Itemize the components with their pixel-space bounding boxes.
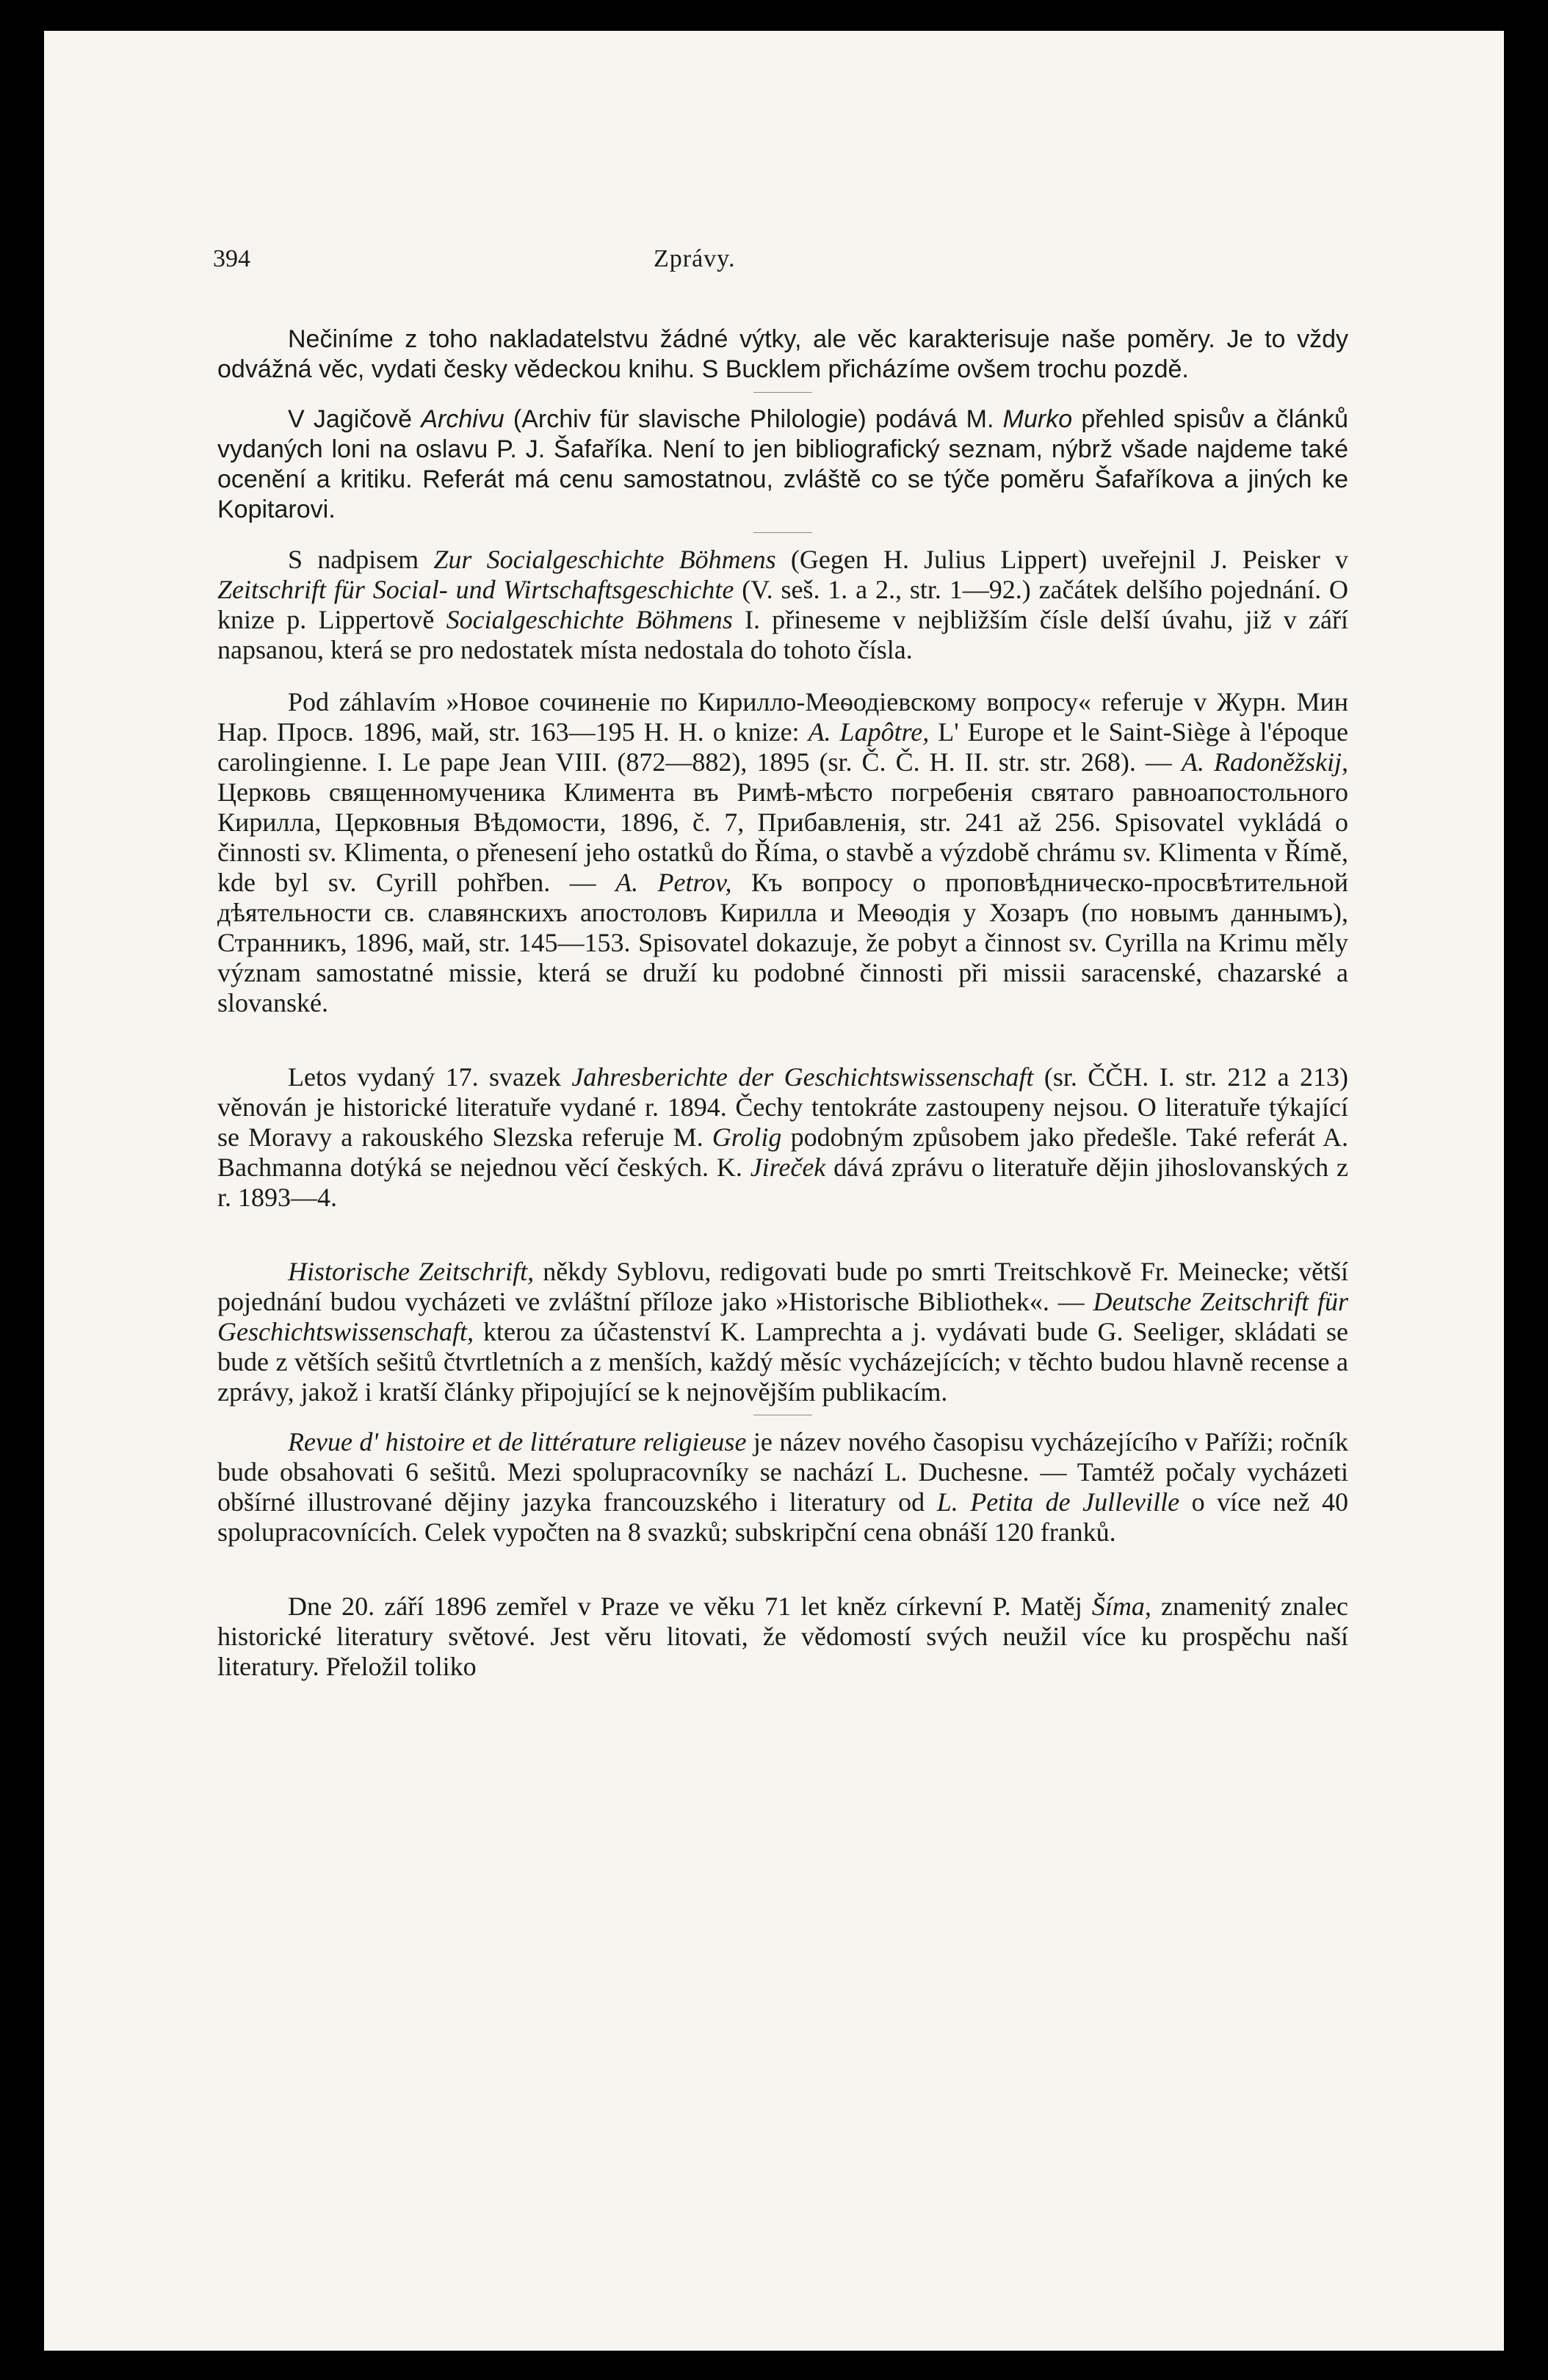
paragraph-publisher-note: Nečiníme z toho nakladatelstvu žádné výtky, ale věc karakterisuje naše poměry. Je to vždy odvážná věc, vydati česky vědeckou knihu. S Bucklem přicházíme ovšem trochu pozdě.	[217, 325, 1348, 383]
paragraph-sima-obituary: Dne 20. září 1896 zemřel v Praze ve věku 71 let kněz církevní P. Matěj Šíma, znamenitý znalec historické literatury světové. Jest věru litovati, že vědomostí svých neužil více ku prospěchu naší literatury. Přeložil toliko	[217, 1592, 1348, 1681]
running-title: Zprávy.	[654, 245, 736, 272]
section-divider	[753, 392, 812, 393]
paragraph-jahresberichte: Letos vydaný 17. svazek Jahresberichte der Geschichtswissenschaft (sr. ČČH. I. str. 212 a 213) věnován je historické literatuře vydané r. 1894. Čechy tentokráte zastoupeny nejsou. O literatuře týkající se Moravy a rakouského Slezska referuje M. Grolig podobným způsobem jako předešle. Také referát A. Bachmanna dotýká se nejednou věcí českých. K. Jireček dává zprávu o literatuře dějin jihoslovanských z r. 1893—4.	[217, 1062, 1349, 1212]
body-text	[217, 324, 1348, 1682]
page-number: 394	[213, 245, 250, 272]
paragraph-revue-histoire: Revue d' histoire et de littérature religieuse je název nového časopisu vycházejícího v Paříži; ročník bude obsahovati 6 sešitů. Mezi spolupracovníky se nachází L. Duchesne. — Tamtéž počaly vycházeti obšírné illustrované dějiny jazyka francouzského i literatury od L. Petita de Julleville o více než 40 spolupracovnících. Celek vypočten na 8 svazků; subskripční cena obnáší 120 franků.	[217, 1427, 1348, 1547]
paragraph-cyril-methodius: Pod záhlavím »Новое сочиненіе по Кирилло-Меѳодіевскому вопросу« referuje v Журн. Мин Нар. Просв. 1896, май, str. 163—195 H. Н. o knize: A. Lapôtre, L' Europe et le Saint-Siège à l'époque carolingienne. I. Le pape Jean VIII. (872—882), 1895 (sr. Č. Č. H. II. str. str. 268). — A. Radoněžskij, Церковь священномученика Климента въ Римѣ-мѣсто погребенія святаго равноапостольного Кирилла, Церковныя Вѣдомости, 1896, č. 7, Прибавленія, str. 241 až 256. Spisovatel vykládá o činnosti sv. Klimenta, o přenesení jeho ostatků do Říma, o stavbě a výzdobě chrámu sv. Klimenta v Římě, kde byl sv. Cyrill pohřben. — A. Petrov, Къ вопросу о проповѣдническо-просвѣтительной дѣятельности св. славянскихъ апостоловъ Кирилла и Меѳодія у Хозаръ (по новымъ даннымъ), Странникъ, 1896, май, str. 145—153. Spisovatel dokazuje, že pobyt a činnost sv. Cyrilla na Krimu měly význam samostatné missie, která se druží ku podobné činnosti při missii saracenské, chazarské a slovanské.	[217, 687, 1349, 1017]
paragraph-historische-zeitschrift: Historische Zeitschrift, někdy Syblovu, redigovati bude po smrti Treitschkově Fr. Meinecke; větší pojednání budou vycházeti ve zvláštní příloze jako »Historische Bibliothek«. — Deutsche Zeitschrift für Geschichtswissenschaft, kterou za účastenství K. Lamprechta a j. vydávati bude G. Seeliger, skládati se bude z větších sešitů čtvrtletních a z menších, každý měsíc vycházejících; v těchto budou hlavně recense a zprávy, jakož i kratší články připojující se k nejnovějším publikacím.	[217, 1257, 1349, 1407]
document-page	[44, 31, 1504, 2351]
section-divider	[753, 532, 812, 533]
paragraph-jagic-archiv: V Jagičově Archivu (Archiv für slavische Philologie) podává M. Murko přehled spisův a článků vydaných loni na oslavu P. J. Šafaříka. Není to jen bibliografický seznam, nýbrž všade najdeme také ocenění a kritiku. Referát má cenu samostatnou, zvláště co se týče poměru Šafaříkova a jiných ke Kopitarovi.	[217, 405, 1349, 523]
paragraph-socialgeschichte: S nadpisem Zur Socialgeschichte Böhmens (Gegen H. Julius Lippert) uveřejnil J. Peisker v Zeitschrift für Social- und Wirtschaftsgeschichte (V. seš. 1. a 2., str. 1—92.) začátek delšího pojednání. O knize p. Lippertově Socialgeschichte Böhmens I. přineseme v nejbližším čísle delší úvahu, již v září napsanou, která se pro nedostatek místa nedostala do tohoto čísla.	[217, 545, 1349, 664]
